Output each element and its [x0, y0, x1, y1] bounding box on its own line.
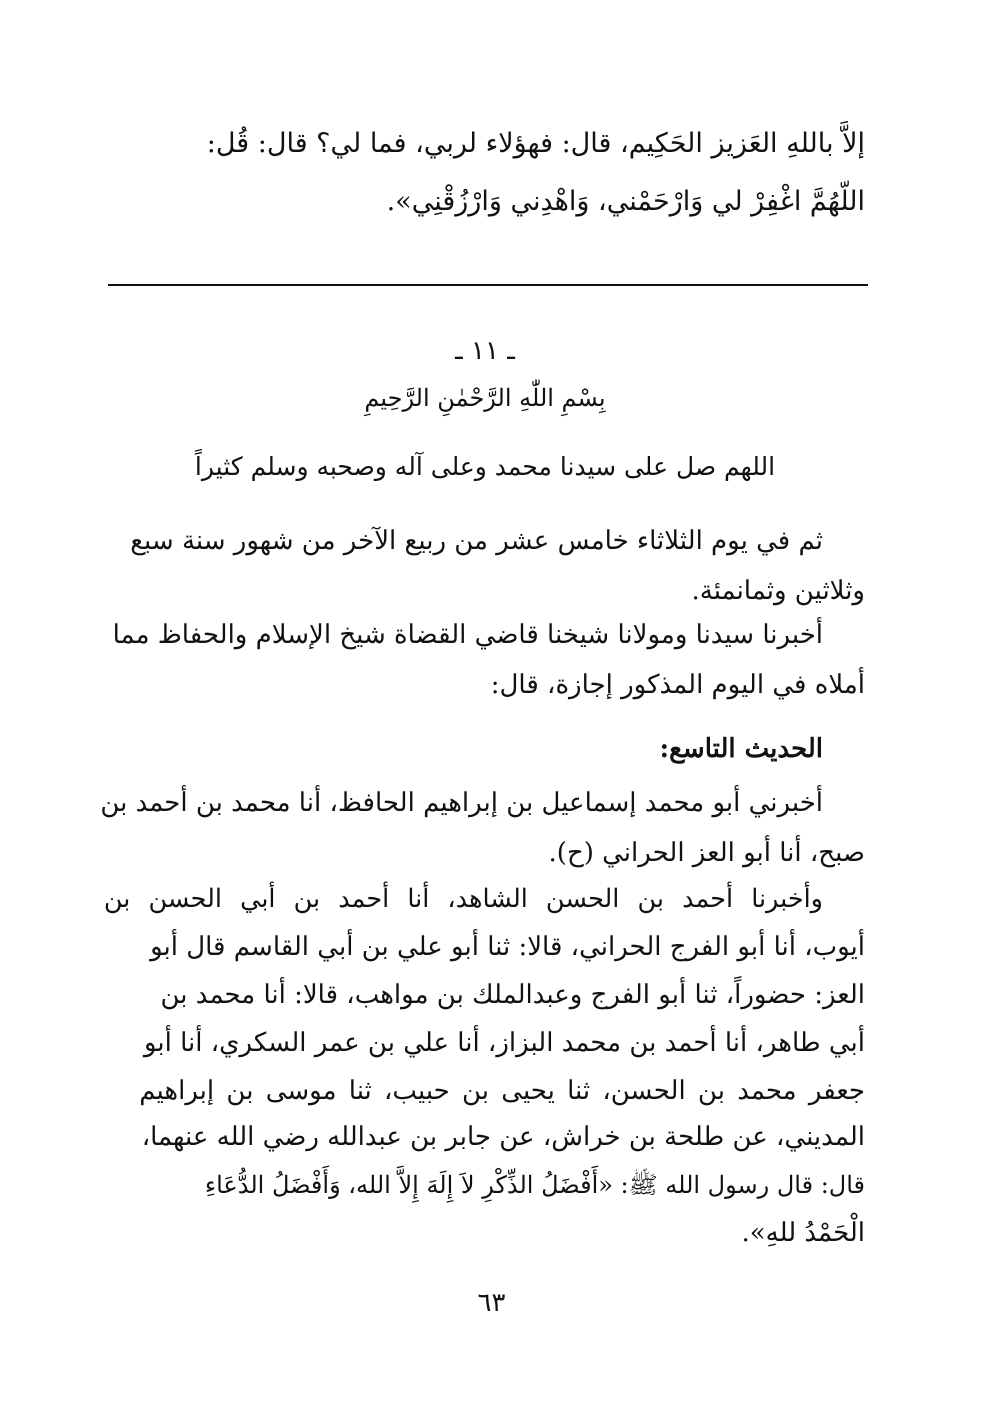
- chain-second-line-8: الْحَمْدُ للهِ».: [741, 1218, 865, 1248]
- top-passage-line-2: اللّهُمَّ اغْفِرْ لي وَارْحَمْني، وَاهْدِني وَارْزُقْنِي».: [386, 186, 865, 217]
- date-paragraph-line-2: وثلاثين وثمانمئة.: [691, 576, 865, 606]
- chain-second-line-5: جعفر محمد بن الحسن، ثنا يحيى بن حبيب، ثنا موسى بن إبراهيم: [139, 1076, 865, 1106]
- basmala: بِسْمِ اللّٰهِ الرَّحْمٰنِ الرَّحِيمِ: [364, 384, 606, 412]
- hadith-heading: الحديث التاسع:: [659, 734, 823, 764]
- chain-first-line-1: أخبرني أبو محمد إسماعيل بن إبراهيم الحافظ، أنا محمد بن أحمد بن: [100, 788, 823, 818]
- chain-second-line-1: وأخبرنا أحمد بن الحسن الشاهد، أنا أحمد بن أبي الحسن بن: [103, 884, 823, 914]
- chain-second-line-7: قال: قال رسول الله ﷺ: «أَفْضَلُ الذِّكْرِ لاَ إِلَهَ إِلاَّ الله، وَأَفْضَلُ الدُّعَاءِ: [204, 1171, 865, 1199]
- chain-second-line-2: أيوب، أنا أبو الفرج الحراني، قالا: ثنا أبو علي بن أبي القاسم قال أبو: [150, 932, 865, 962]
- section-number: ـ ١١ ـ: [455, 336, 515, 366]
- chain-first-line-2: صبح، أنا أبو العز الحراني (ح).: [548, 838, 865, 868]
- top-passage-line-1: إلاَّ باللهِ العَزيز الحَكِيم، قال: فهؤلاء لربي، فما لي؟ قال: قُل:: [206, 128, 865, 159]
- chain-second-line-4: أبي طاهر، أنا أحمد بن محمد البزاز، أنا علي بن عمر السكري، أنا أبو: [143, 1028, 865, 1058]
- salawat-line: اللهم صل على سيدنا محمد وعلى آله وصحبه وسلم كثيراً: [194, 452, 776, 481]
- page-number: ٦٣: [477, 1288, 506, 1318]
- isnad-intro-line-1: أخبرنا سيدنا ومولانا شيخنا قاضي القضاة شيخ الإسلام والحفاظ مما: [112, 620, 823, 650]
- isnad-intro-line-2: أملاه في اليوم المذكور إجازة، قال:: [490, 670, 865, 700]
- date-paragraph-line-1: ثم في يوم الثلاثاء خامس عشر من ربيع الآخر من شهور سنة سبع: [130, 526, 823, 556]
- chain-second-line-6: المديني، عن طلحة بن خراش، عن جابر بن عبدالله رضي الله عنهما،: [141, 1122, 865, 1152]
- chain-second-line-3: العز: حضوراً، ثنا أبو الفرج وعبدالملك بن مواهب، قالا: أنا محمد بن: [160, 980, 865, 1010]
- section-divider: [108, 284, 868, 286]
